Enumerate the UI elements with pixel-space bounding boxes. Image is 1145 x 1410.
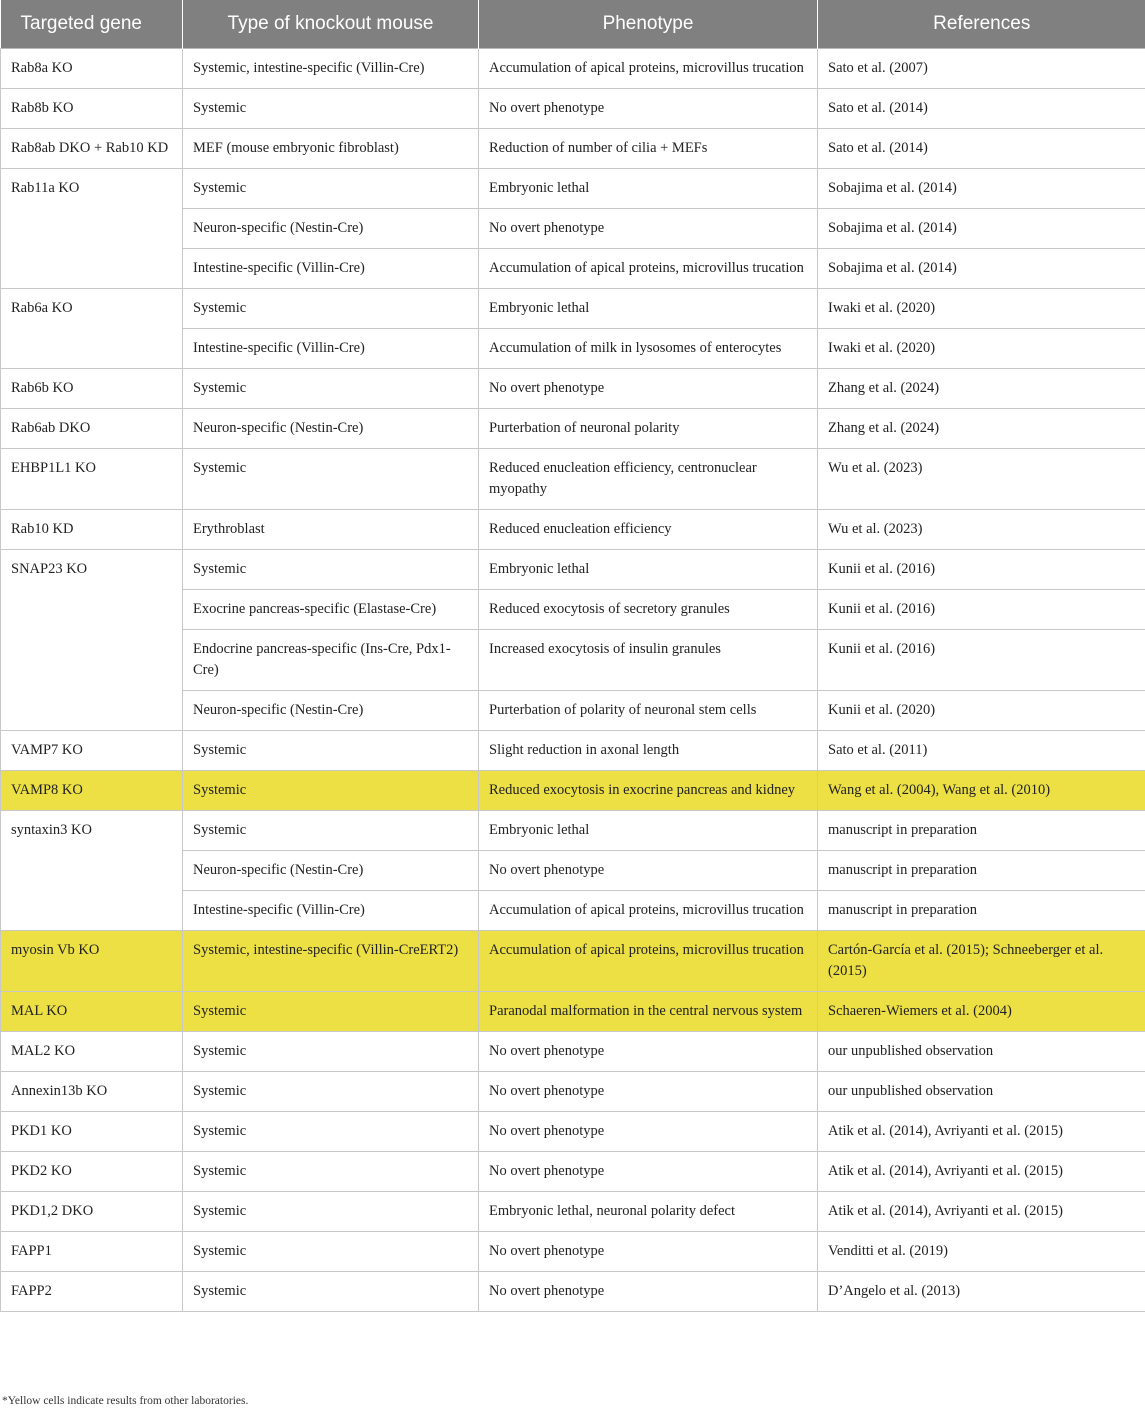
cell-targeted-gene: VAMP7 KO xyxy=(1,731,183,771)
table-row xyxy=(1,1152,1145,1192)
cell-targeted-gene: PKD1,2 DKO xyxy=(1,1192,183,1232)
cell-targeted-gene: MAL2 KO xyxy=(1,1032,183,1072)
cell-reference: Sobajima et al. (2014) xyxy=(818,209,1145,249)
cell-phenotype: Embryonic lethal, neuronal polarity defect xyxy=(479,1192,818,1232)
cell-knockout-type: Systemic xyxy=(183,89,479,129)
cell-targeted-gene: Annexin13b KO xyxy=(1,1072,183,1112)
cell-reference: Sobajima et al. (2014) xyxy=(818,249,1145,289)
table-row xyxy=(1,89,1145,129)
cell-reference: Atik et al. (2014), Avriyanti et al. (2015) xyxy=(818,1152,1145,1192)
cell-targeted-gene: Rab8ab DKO + Rab10 KD xyxy=(1,129,183,169)
table-row xyxy=(1,731,1145,771)
cell-knockout-type: Intestine-specific (Villin-Cre) xyxy=(183,329,479,369)
cell-targeted-gene: myosin Vb KO xyxy=(1,931,183,992)
cell-targeted-gene: FAPP1 xyxy=(1,1232,183,1272)
cell-targeted-gene: FAPP2 xyxy=(1,1272,183,1312)
cell-phenotype: Slight reduction in axonal length xyxy=(479,731,818,771)
cell-phenotype: Purterbation of neuronal polarity xyxy=(479,409,818,449)
cell-reference: Wu et al. (2023) xyxy=(818,449,1145,510)
table-row xyxy=(1,550,1145,590)
cell-knockout-type: Systemic xyxy=(183,811,479,851)
cell-phenotype: Increased exocytosis of insulin granules xyxy=(479,630,818,691)
cell-phenotype: Accumulation of milk in lysosomes of enterocytes xyxy=(479,329,818,369)
cell-phenotype: Accumulation of apical proteins, microvillus trucation xyxy=(479,931,818,992)
cell-phenotype: Embryonic lethal xyxy=(479,169,818,209)
cell-phenotype: Accumulation of apical proteins, microvillus trucation xyxy=(479,891,818,931)
cell-reference: Iwaki et al. (2020) xyxy=(818,289,1145,329)
table-row xyxy=(1,510,1145,550)
cell-phenotype: No overt phenotype xyxy=(479,1152,818,1192)
cell-targeted-gene: syntaxin3 KO xyxy=(1,811,183,931)
cell-phenotype: No overt phenotype xyxy=(479,1112,818,1152)
table-header xyxy=(1,0,1145,49)
cell-reference: Sato et al. (2014) xyxy=(818,129,1145,169)
table-row xyxy=(1,1112,1145,1152)
table-row xyxy=(1,1272,1145,1312)
cell-targeted-gene: Rab8b KO xyxy=(1,89,183,129)
cell-knockout-type: Neuron-specific (Nestin-Cre) xyxy=(183,851,479,891)
table-row xyxy=(1,289,1145,329)
cell-reference: Atik et al. (2014), Avriyanti et al. (2015) xyxy=(818,1112,1145,1152)
cell-knockout-type: Systemic xyxy=(183,289,479,329)
table-body xyxy=(1,49,1145,1312)
cell-phenotype: Paranodal malformation in the central nervous system xyxy=(479,992,818,1032)
cell-targeted-gene: MAL KO xyxy=(1,992,183,1032)
cell-reference: Sato et al. (2011) xyxy=(818,731,1145,771)
cell-phenotype: No overt phenotype xyxy=(479,851,818,891)
cell-reference: Zhang et al. (2024) xyxy=(818,409,1145,449)
cell-knockout-type: Systemic xyxy=(183,731,479,771)
cell-phenotype: Reduced enucleation efficiency xyxy=(479,510,818,550)
cell-phenotype: Reduced exocytosis of secretory granules xyxy=(479,590,818,630)
table-row xyxy=(1,449,1145,510)
cell-targeted-gene: Rab6ab DKO xyxy=(1,409,183,449)
cell-phenotype: Accumulation of apical proteins, microvillus trucation xyxy=(479,49,818,89)
cell-phenotype: Reduction of number of cilia + MEFs xyxy=(479,129,818,169)
cell-targeted-gene: EHBP1L1 KO xyxy=(1,449,183,510)
cell-reference: our unpublished observation xyxy=(818,1032,1145,1072)
cell-knockout-type: Systemic xyxy=(183,992,479,1032)
cell-knockout-type: Systemic xyxy=(183,169,479,209)
cell-knockout-type: Systemic xyxy=(183,1072,479,1112)
cell-reference: Wang et al. (2004), Wang et al. (2010) xyxy=(818,771,1145,811)
cell-targeted-gene: VAMP8 KO xyxy=(1,771,183,811)
cell-phenotype: Purterbation of polarity of neuronal stem cells xyxy=(479,691,818,731)
cell-targeted-gene: PKD2 KO xyxy=(1,1152,183,1192)
table-row xyxy=(1,369,1145,409)
cell-reference: Kunii et al. (2020) xyxy=(818,691,1145,731)
cell-knockout-type: Intestine-specific (Villin-Cre) xyxy=(183,891,479,931)
cell-reference: Sobajima et al. (2014) xyxy=(818,169,1145,209)
cell-knockout-type: Systemic xyxy=(183,449,479,510)
table-row xyxy=(1,1032,1145,1072)
cell-knockout-type: Systemic xyxy=(183,1232,479,1272)
table-row xyxy=(1,169,1145,209)
cell-knockout-type: Systemic, intestine-specific (Villin-CreERT2) xyxy=(183,931,479,992)
cell-knockout-type: Intestine-specific (Villin-Cre) xyxy=(183,249,479,289)
table-row xyxy=(1,409,1145,449)
table-row xyxy=(1,992,1145,1032)
cell-reference: manuscript in preparation xyxy=(818,811,1145,851)
cell-knockout-type: Endocrine pancreas-specific (Ins-Cre, Pdx1-Cre) xyxy=(183,630,479,691)
cell-targeted-gene: Rab8a KO xyxy=(1,49,183,89)
cell-knockout-type: Systemic xyxy=(183,1192,479,1232)
cell-phenotype: No overt phenotype xyxy=(479,1232,818,1272)
cell-phenotype: Reduced exocytosis in exocrine pancreas and kidney xyxy=(479,771,818,811)
cell-phenotype: Accumulation of apical proteins, microvillus trucation xyxy=(479,249,818,289)
cell-reference: Kunii et al. (2016) xyxy=(818,630,1145,691)
cell-knockout-type: Systemic xyxy=(183,550,479,590)
cell-knockout-type: Systemic xyxy=(183,1272,479,1312)
header-references: References xyxy=(818,0,1145,49)
header-row xyxy=(1,0,1145,49)
cell-knockout-type: MEF (mouse embryonic fibroblast) xyxy=(183,129,479,169)
table-row xyxy=(1,811,1145,851)
cell-targeted-gene: Rab6a KO xyxy=(1,289,183,369)
table-footnote: *Yellow cells indicate results from other laboratories. xyxy=(2,1395,249,1407)
cell-reference: Kunii et al. (2016) xyxy=(818,590,1145,630)
header-phenotype: Phenotype xyxy=(479,0,818,49)
cell-targeted-gene: Rab6b KO xyxy=(1,369,183,409)
cell-phenotype: No overt phenotype xyxy=(479,1032,818,1072)
cell-reference: Sato et al. (2014) xyxy=(818,89,1145,129)
cell-knockout-type: Systemic xyxy=(183,1152,479,1192)
cell-reference: Wu et al. (2023) xyxy=(818,510,1145,550)
table-row xyxy=(1,129,1145,169)
cell-phenotype: No overt phenotype xyxy=(479,209,818,249)
cell-reference: Sato et al. (2007) xyxy=(818,49,1145,89)
cell-reference: D’Angelo et al. (2013) xyxy=(818,1272,1145,1312)
cell-knockout-type: Neuron-specific (Nestin-Cre) xyxy=(183,409,479,449)
cell-knockout-type: Neuron-specific (Nestin-Cre) xyxy=(183,691,479,731)
header-knockout-type: Type of knockout mouse xyxy=(183,0,479,49)
table-row xyxy=(1,1232,1145,1272)
cell-phenotype: Embryonic lethal xyxy=(479,289,818,329)
cell-reference: manuscript in preparation xyxy=(818,851,1145,891)
table-row xyxy=(1,1192,1145,1232)
cell-phenotype: Reduced enucleation efficiency, centronuclear myopathy xyxy=(479,449,818,510)
cell-knockout-type: Systemic xyxy=(183,1032,479,1072)
cell-knockout-type: Systemic xyxy=(183,1112,479,1152)
cell-reference: our unpublished observation xyxy=(818,1072,1145,1112)
cell-knockout-type: Systemic, intestine-specific (Villin-Cre) xyxy=(183,49,479,89)
cell-phenotype: No overt phenotype xyxy=(479,89,818,129)
table-row xyxy=(1,1072,1145,1112)
cell-reference: Zhang et al. (2024) xyxy=(818,369,1145,409)
cell-reference: Iwaki et al. (2020) xyxy=(818,329,1145,369)
cell-reference: Atik et al. (2014), Avriyanti et al. (2015) xyxy=(818,1192,1145,1232)
table-row xyxy=(1,49,1145,89)
cell-knockout-type: Neuron-specific (Nestin-Cre) xyxy=(183,209,479,249)
cell-reference: manuscript in preparation xyxy=(818,891,1145,931)
cell-reference: Schaeren-Wiemers et al. (2004) xyxy=(818,992,1145,1032)
cell-reference: Kunii et al. (2016) xyxy=(818,550,1145,590)
cell-targeted-gene: Rab10 KD xyxy=(1,510,183,550)
cell-reference: Venditti et al. (2019) xyxy=(818,1232,1145,1272)
cell-phenotype: No overt phenotype xyxy=(479,369,818,409)
cell-phenotype: Embryonic lethal xyxy=(479,811,818,851)
cell-phenotype: No overt phenotype xyxy=(479,1272,818,1312)
cell-targeted-gene: SNAP23 KO xyxy=(1,550,183,731)
header-targeted-gene: Targeted gene xyxy=(1,0,183,49)
cell-reference: Cartón-García et al. (2015); Schneeberger et al. (2015) xyxy=(818,931,1145,992)
cell-knockout-type: Exocrine pancreas-specific (Elastase-Cre) xyxy=(183,590,479,630)
table-row xyxy=(1,931,1145,992)
cell-knockout-type: Systemic xyxy=(183,369,479,409)
cell-phenotype: No overt phenotype xyxy=(479,1072,818,1112)
cell-knockout-type: Erythroblast xyxy=(183,510,479,550)
table-row xyxy=(1,771,1145,811)
cell-targeted-gene: Rab11a KO xyxy=(1,169,183,289)
cell-targeted-gene: PKD1 KO xyxy=(1,1112,183,1152)
cell-knockout-type: Systemic xyxy=(183,771,479,811)
cell-phenotype: Embryonic lethal xyxy=(479,550,818,590)
